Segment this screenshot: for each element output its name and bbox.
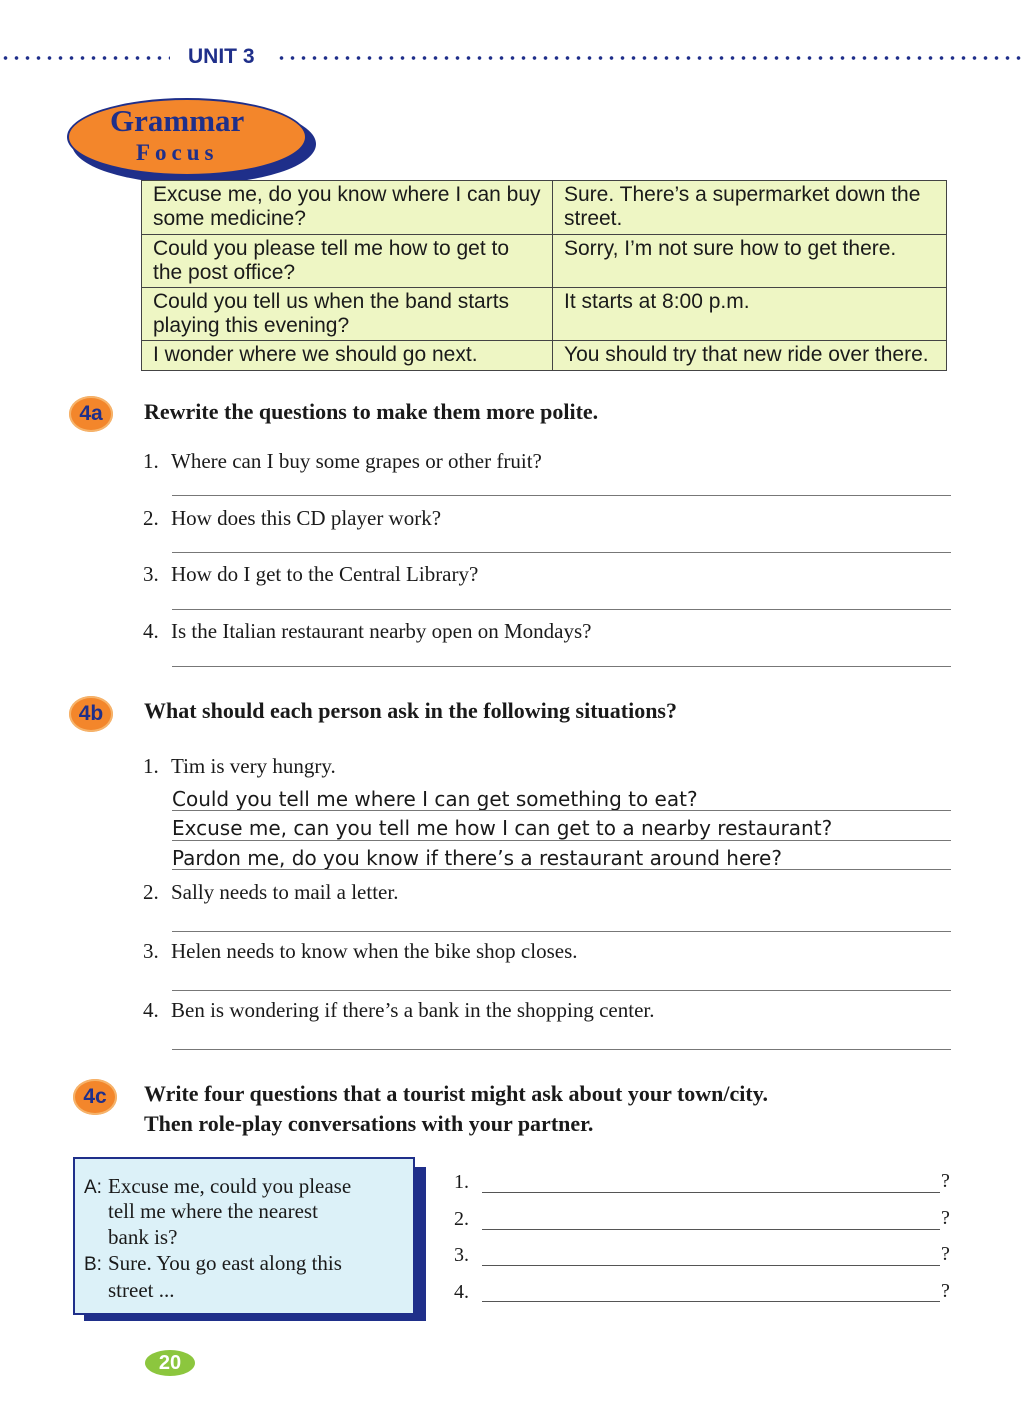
list-item: 4. Is the Italian restaurant nearby open on Mondays?: [143, 619, 592, 643]
table-cell: You should try that new ride over there.: [553, 341, 947, 371]
answer-line[interactable]: [172, 495, 951, 496]
dialogue-line: Sure. You go east along this: [108, 1251, 342, 1275]
table-row: [142, 235, 947, 288]
question-mark: ?: [941, 1207, 950, 1229]
blank-number: 1.: [454, 1171, 469, 1193]
blank-number: 3.: [454, 1244, 469, 1266]
section-4c-instruction-line1: Write four questions that a tourist might ask about your town/city.: [144, 1081, 768, 1106]
dialogue-line: tell me where the nearest: [108, 1199, 318, 1223]
grammar-focus-title: Grammar: [110, 103, 245, 138]
table-cell: Excuse me, do you know where I can buy some medicine?: [142, 181, 553, 235]
list-item: 3. How do I get to the Central Library?: [143, 562, 479, 586]
section-4c-badge: 4c: [73, 1079, 117, 1115]
list-item: 1. Tim is very hungry.: [143, 754, 336, 778]
table-cell: Sorry, I’m not sure how to get there.: [553, 235, 947, 288]
answer-line[interactable]: [172, 990, 951, 991]
answer-line: [172, 810, 951, 811]
speaker-a-label: A:: [84, 1177, 102, 1198]
section-4a-instruction: Rewrite the questions to make them more polite.: [144, 399, 599, 424]
table-cell: Could you please tell me how to get to the post office?: [142, 235, 553, 288]
dialogue-line: Excuse me, could you please: [108, 1174, 352, 1198]
section-4a-badge: 4a: [69, 396, 113, 432]
blank-number: 4.: [454, 1281, 469, 1303]
answer-line[interactable]: [172, 1049, 951, 1050]
header-dots-left: [0, 55, 170, 61]
list-item: 4. Ben is wondering if there’s a bank in the shopping center.: [143, 998, 655, 1022]
section-4b-badge: 4b: [69, 696, 113, 732]
answer-line[interactable]: [172, 931, 951, 932]
answer-line[interactable]: [172, 666, 951, 667]
list-item: 1. Where can I buy some grapes or other fruit?: [143, 449, 542, 473]
example-answer: Could you tell me where I can get something to eat?: [172, 787, 698, 811]
example-answer: Pardon me, do you know if there’s a restaurant around here?: [172, 846, 782, 870]
answer-line[interactable]: [482, 1192, 940, 1193]
table-row: [142, 288, 947, 341]
dialogue-line: bank is?: [108, 1225, 178, 1249]
list-item: 3. Helen needs to know when the bike shop closes.: [143, 939, 578, 963]
answer-line[interactable]: [482, 1229, 940, 1230]
table-row: [142, 341, 947, 371]
answer-line[interactable]: [482, 1301, 940, 1302]
page-number: 20: [145, 1350, 195, 1376]
answer-line[interactable]: [172, 609, 951, 610]
table-cell: It starts at 8:00 p.m.: [553, 288, 947, 341]
section-4c-instruction-line2: Then role-play conversations with your partner.: [144, 1111, 594, 1136]
question-mark: ?: [941, 1170, 950, 1192]
table-cell: Sure. There’s a supermarket down the street.: [553, 181, 947, 235]
list-item: 2. Sally needs to mail a letter.: [143, 880, 399, 904]
table-cell: Could you tell us when the band starts playing this evening?: [142, 288, 553, 341]
table-row: [142, 181, 947, 235]
speaker-b-label: B:: [84, 1254, 102, 1275]
answer-line[interactable]: [172, 552, 951, 553]
list-item: 2. How does this CD player work?: [143, 506, 442, 530]
blank-number: 2.: [454, 1208, 469, 1230]
header-dots-right: [276, 55, 1024, 61]
grammar-focus-subtitle: Focus: [136, 140, 219, 165]
question-mark: ?: [941, 1280, 950, 1302]
unit-title: UNIT 3: [188, 45, 255, 68]
table-cell: I wonder where we should go next.: [142, 341, 553, 371]
question-mark: ?: [941, 1243, 950, 1265]
grammar-table: [141, 180, 947, 371]
example-answer: Excuse me, can you tell me how I can get to a nearby restaurant?: [172, 816, 833, 840]
answer-line: [172, 840, 951, 841]
dialogue-line: street ...: [108, 1278, 175, 1302]
section-4b-instruction: What should each person ask in the following situations?: [144, 698, 677, 723]
answer-line[interactable]: [482, 1265, 940, 1266]
answer-line: [172, 869, 951, 870]
